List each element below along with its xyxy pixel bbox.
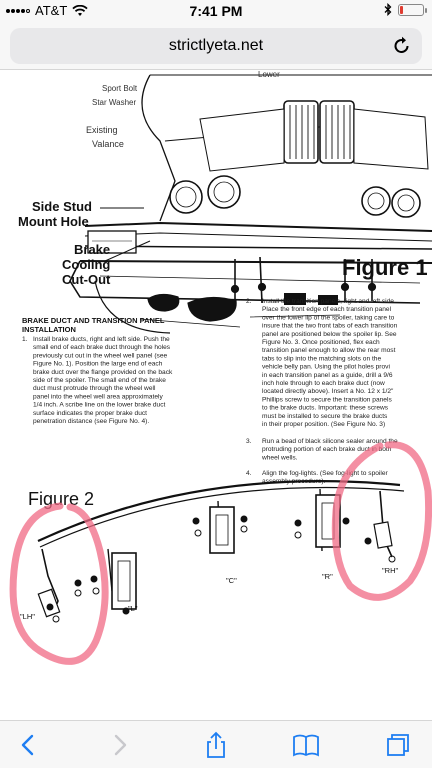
step2-line: Phillips screw to secure the transition panels — [262, 396, 392, 404]
figure-2-title: Figure 2 — [28, 489, 95, 509]
bookmarks-icon[interactable] — [292, 731, 320, 759]
step2-line: to the brake ducts. Important: these screws — [262, 404, 389, 412]
battery-icon — [398, 4, 424, 16]
step2-line: tabs to slip into the matching slots on the — [262, 355, 382, 363]
step2-line: panel are positioned below the spoiler lip. See — [262, 330, 397, 338]
scan-text-washer: Star Washer — [92, 98, 137, 107]
share-icon[interactable] — [202, 731, 230, 759]
step2-line: in their proper position. (See Figure No. 3) — [262, 421, 386, 428]
step1-line: 1/4 inch. A scribe line on the lower brake duct — [33, 401, 166, 409]
section-heading-line-2: INSTALLATION — [22, 325, 76, 334]
reload-icon[interactable] — [392, 35, 412, 57]
callout-brake-3: Cut-Out — [62, 272, 111, 287]
scan-text-bolt: Sport Bolt — [102, 84, 138, 93]
step3-line: protruding portion of each brake duct in both — [262, 446, 392, 454]
step1-line: penetration distance (see Figure No. 4). — [33, 418, 150, 425]
step1-line: previously cut out in the wheel well panel (see — [33, 352, 168, 360]
battery-fill — [400, 6, 403, 14]
fig2-label-rh: "RH" — [382, 566, 399, 575]
step2-line: must be installed to secure the brake ducts — [262, 412, 388, 420]
bluetooth-icon — [384, 3, 392, 16]
step2-line: inch hole through to each brake duct (now — [262, 380, 385, 387]
fig2-label-c: "C" — [226, 576, 237, 585]
scan-text-valance: Valance — [92, 139, 124, 149]
section-heading-line-1: BRAKE DUCT AND TRANSITION PANEL — [22, 316, 165, 325]
step4-line: Align the fog-lights. (See fog-light to spoiler — [262, 470, 388, 477]
callout-brake-1: Brake — [74, 242, 111, 257]
figure-1-title: Figure 1 — [342, 255, 428, 280]
status-right — [384, 3, 424, 16]
step3-line: wheel wells. — [262, 454, 298, 462]
browser-toolbar — [0, 720, 432, 768]
step1-line: surface indicates the proper brake duct — [33, 409, 147, 417]
step2-line: vehicle belly pan. Using the pilot holes provi — [262, 363, 390, 371]
address-bar-container — [0, 22, 432, 70]
step2-line: transition panel enough to allow the rear most — [262, 347, 396, 355]
callout-brake-2: Cooling — [62, 257, 111, 272]
address-bar[interactable] — [10, 28, 422, 64]
scanned-document — [0, 71, 432, 720]
step3-line: Run a bead of black silicone sealer around the — [262, 438, 398, 445]
scan-text-lower: Lower — [258, 71, 280, 79]
step-2 — [246, 298, 398, 428]
web-content[interactable] — [0, 71, 432, 720]
step2-line: insure that the two front tabs of each transition — [262, 322, 398, 330]
scan-text-existing: Existing — [86, 125, 118, 135]
step1-line: small end of each brake duct through the holes — [33, 344, 171, 352]
step2-line: over the lower lip of the spoiler, taking care to — [262, 314, 395, 322]
step-3-number: 3. — [246, 438, 252, 445]
callout-side-stud-2: Mount Hole — [18, 214, 89, 229]
step-2-number: 2. — [246, 298, 252, 305]
step1-line: Figure No. 1). Position the large end of each — [33, 360, 163, 368]
step2-line: Install the transition panels, right and left side. — [262, 298, 396, 305]
step2-line: Place the front edge of each transition panel — [262, 306, 392, 314]
step-1-number: 1. — [22, 336, 28, 343]
step4-line: assembly procedure). — [262, 478, 326, 486]
step2-line: in each transition panel as a guide, drill a 9/6 — [262, 371, 393, 379]
tabs-icon[interactable] — [384, 731, 412, 759]
fig2-label-l: "L" — [128, 604, 138, 613]
step1-line: panel into the wheel well area approximately — [33, 393, 163, 401]
step2-line: Figure No. 3. Once positioned, flex each — [262, 339, 380, 346]
url-text[interactable]: strictlyeta.net — [168, 37, 264, 54]
step1-line: brake duct over the flange provided on the back — [33, 368, 173, 376]
forward-icon[interactable] — [106, 731, 134, 759]
step2-line: located directly above). Insert a No. 12 x 1/2" — [262, 388, 394, 396]
carrier-label: AT&T — [35, 3, 68, 18]
step1-line: Install brake ducts, right and left side. Push the — [33, 336, 170, 343]
status-bar — [0, 0, 432, 22]
back-icon[interactable] — [14, 731, 42, 759]
status-time: 7:41 PM — [189, 3, 243, 19]
fig2-label-lh: "LH" — [20, 612, 35, 621]
step-4-number: 4. — [246, 470, 252, 477]
step1-line: duct must protrude through the wheel well — [33, 385, 156, 393]
fig2-label-r: "R" — [322, 572, 333, 581]
step1-line: side of the spoiler. The small end of the brake — [33, 377, 166, 384]
callout-side-stud-1: Side Stud — [32, 199, 92, 214]
